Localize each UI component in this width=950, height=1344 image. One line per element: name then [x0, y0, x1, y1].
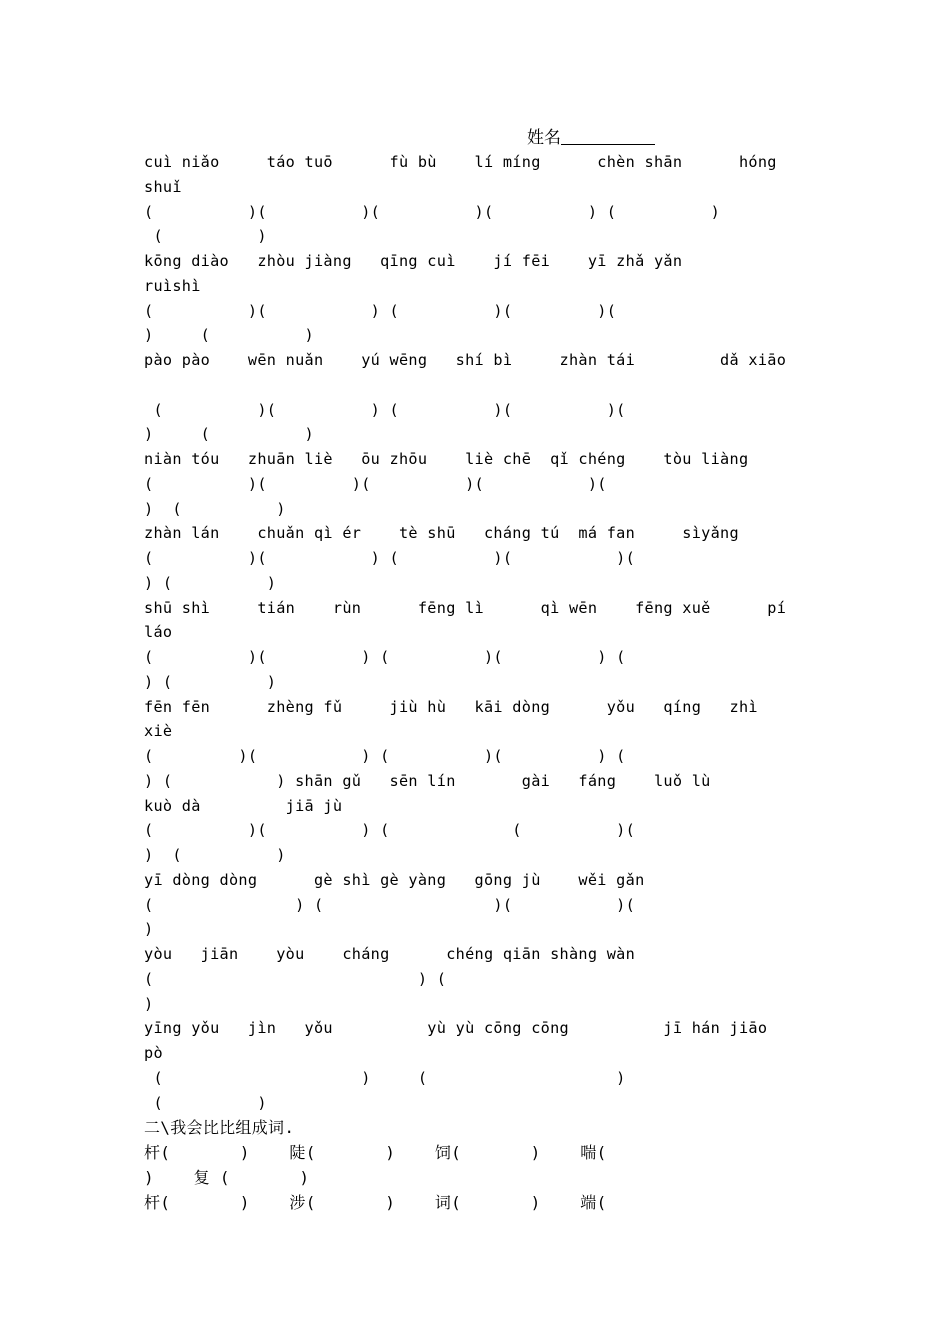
pinyin-line: ( )( )( )( ) ( )	[144, 202, 721, 221]
pinyin-line: ( ) ( )	[144, 1068, 626, 1087]
pinyin-line: pò	[144, 1044, 163, 1062]
pinyin-line: ruìshì	[144, 276, 201, 295]
pinyin-line: yī dòng dòng gè shì gè yàng gōng jù wěi gǎn	[144, 870, 645, 889]
pinyin-line: ( )( ) ( )( ) (	[144, 648, 626, 666]
pinyin-line: ( )( ) ( )( ) (	[144, 747, 626, 765]
pinyin-line: fēn fēn zhèng fǔ jiù hù kāi dòng yǒu qíng zhì	[144, 697, 758, 716]
pinyin-line: ) ( ) shān gǔ sēn lín gài fáng luǒ lù	[144, 771, 711, 790]
pinyin-line: )	[144, 920, 154, 939]
pinyin-line: ) ( )	[144, 672, 277, 691]
name-blank-line[interactable]	[561, 127, 655, 145]
pinyin-line: zhàn lán chuǎn qì ér tè shū cháng tú má fan sìyǎng	[144, 524, 739, 543]
pinyin-line: ( )	[144, 227, 267, 246]
pinyin-line: ) ( )	[144, 326, 314, 345]
pinyin-line: ( )( ) ( ( )(	[144, 821, 636, 840]
pinyin-line: kōng diào zhòu jiàng qīng cuì jí fēi yī zhǎ yǎn	[144, 252, 683, 270]
pinyin-line: ( ) (	[144, 969, 447, 988]
word-row: ) 复 ( )	[144, 1167, 310, 1187]
pinyin-line: shū shì tián rùn fēng lì qì wēn fēng xuě pí	[144, 598, 787, 617]
pinyin-line: ) ( )	[144, 499, 286, 518]
name-label: 姓名	[527, 128, 561, 148]
pinyin-line: xiè	[144, 722, 173, 741]
pinyin-line: ) ( )	[144, 425, 314, 444]
pinyin-line: pào pào wēn nuǎn yú wēng shí bì zhàn tái dǎ xiāo	[144, 351, 787, 369]
pinyin-line: ) ( )	[144, 846, 286, 864]
pinyin-line: niàn tóu zhuān liè ōu zhōu liè chē qǐ chéng tòu liàng	[144, 450, 749, 468]
pinyin-line: ( )( ) ( )( )(	[144, 301, 617, 320]
pinyin-line: láo	[144, 623, 173, 642]
pinyin-line	[144, 373, 824, 398]
word-row: 杆( ) 陡( ) 饲( ) 喘(	[144, 1143, 607, 1162]
pinyin-line: ( )	[144, 1093, 267, 1112]
section-heading: 二\我会比比组成词.	[144, 1118, 295, 1138]
pinyin-line: ( )( ) ( )( )(	[144, 400, 626, 419]
pinyin-line: cuì niǎo táo tuō fù bù lí míng chèn shān hóng	[144, 153, 777, 171]
pinyin-line: shuǐ	[144, 177, 182, 196]
pinyin-line: yòu jiān yòu cháng chéng qiān shàng wàn	[144, 945, 636, 963]
pinyin-line: ( ) ( )( )(	[144, 895, 636, 914]
pinyin-line: yīng yǒu jìn yǒu yù yù cōng cōng jī hán jiāo	[144, 1019, 768, 1038]
pinyin-line: ( )( ) ( )( )(	[144, 549, 636, 567]
pinyin-line: kuò dà jiā jù	[144, 796, 343, 815]
name-field	[527, 126, 655, 151]
pinyin-line: )	[144, 994, 154, 1013]
pinyin-line: ) ( )	[144, 573, 277, 592]
pinyin-line: ( )( )( )( )(	[144, 474, 607, 493]
word-row: 杆( ) 涉( ) 词( ) 端(	[144, 1192, 607, 1212]
